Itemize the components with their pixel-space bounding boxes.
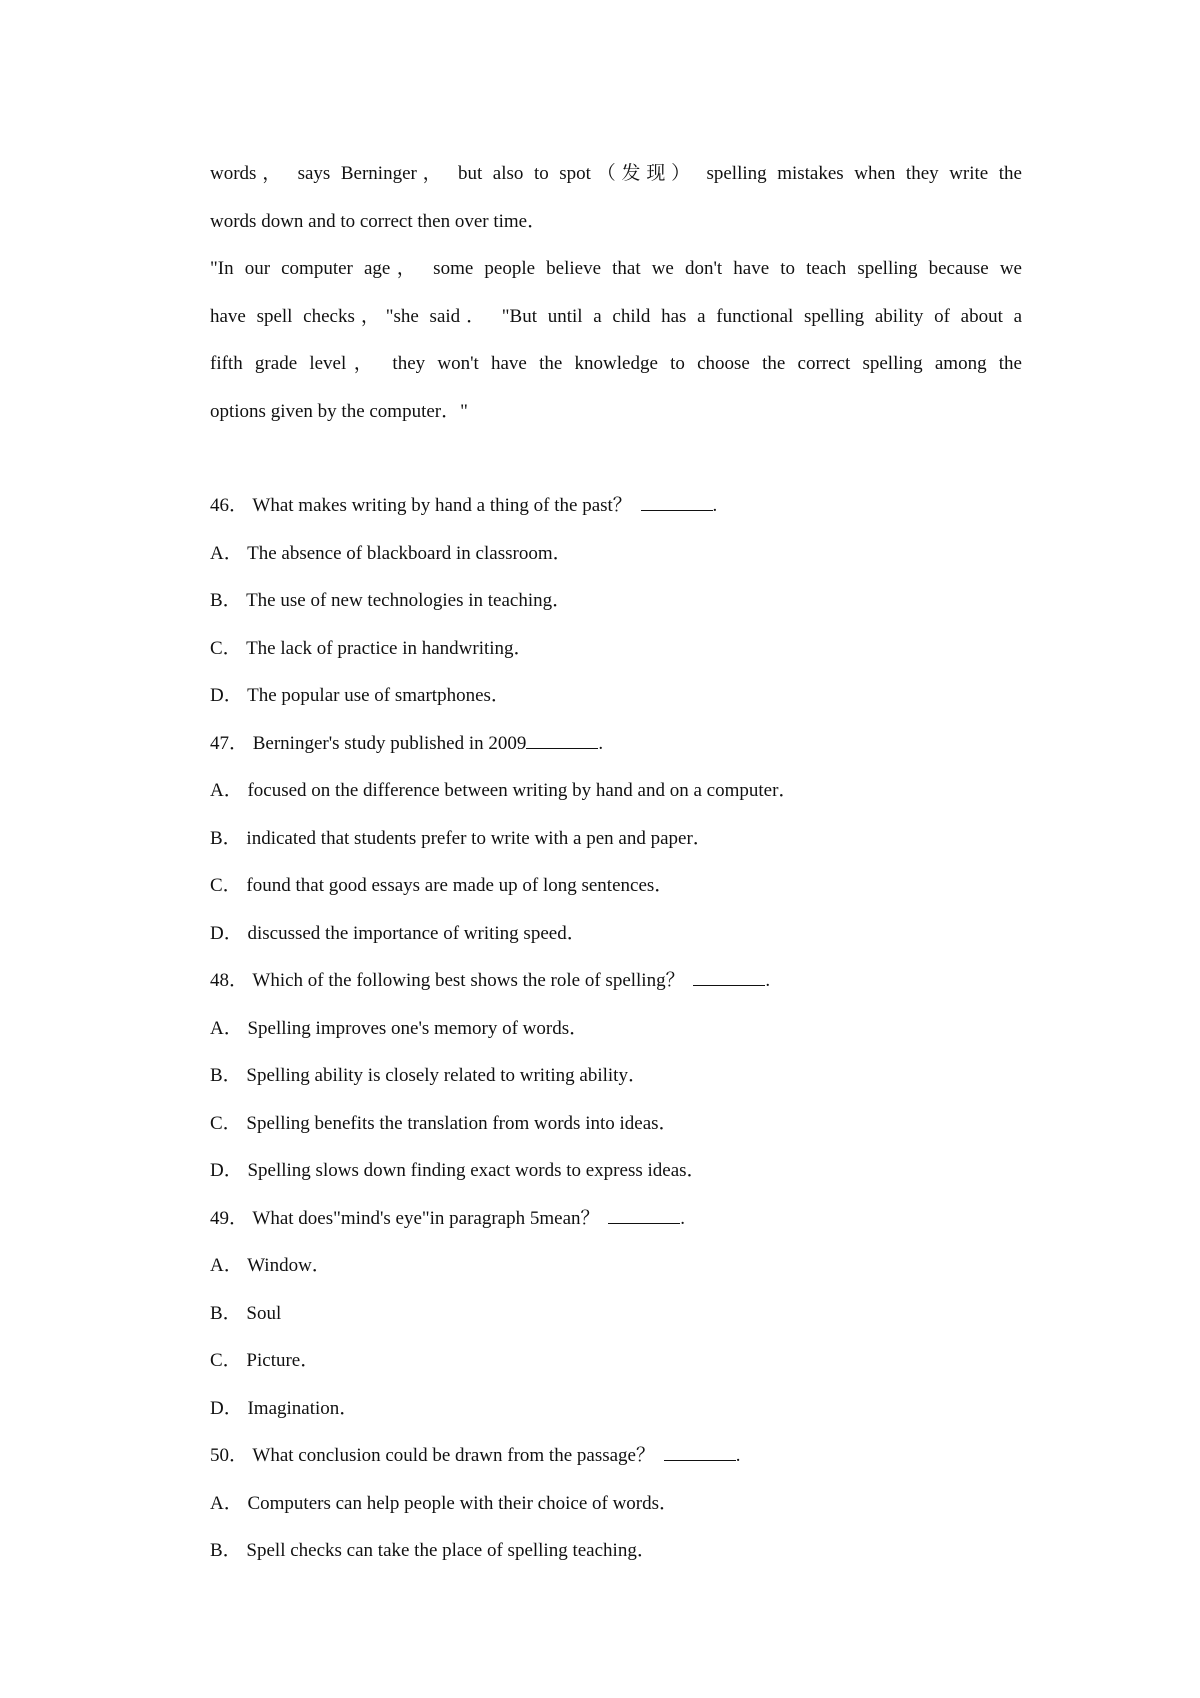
document-page	[210, 150, 1022, 1575]
option: A． The absence of blackboard in classroom．	[210, 542, 572, 564]
answer-blank	[664, 1442, 736, 1461]
passage-line: have spell checks，"she said． "But until a child has a functional spelling ability of about a	[210, 305, 1022, 327]
option: D． The popular use of smartphones．	[210, 685, 510, 706]
passage-line: options given by the computer．"	[210, 400, 468, 422]
option: B． indicated that students prefer to write with a pen and paper．	[210, 827, 712, 849]
passage-line: fifth grade level， they won't have the knowledge to choose the correct spelling among the	[210, 353, 1022, 374]
option: B． Spelling ability is closely related to writing ability．	[210, 1065, 647, 1086]
passage-paragraph	[210, 150, 1022, 435]
option: C． found that good essays are made up of long sentences．	[210, 875, 674, 896]
option: A． Window．	[210, 1255, 331, 1276]
answer-blank	[641, 492, 713, 511]
option: C． Picture．	[210, 1350, 320, 1371]
option: D． discussed the importance of writing speed．	[210, 922, 586, 944]
option: C． Spelling benefits the translation from words into ideas．	[210, 1112, 678, 1134]
question-stem: 49． What does"mind's eye"in paragraph 5mean？ .	[210, 1195, 1022, 1243]
option: A． Spelling improves one's memory of words．	[210, 1017, 589, 1039]
option: D． Imagination．	[210, 1397, 359, 1419]
option: C． The lack of practice in handwriting．	[210, 637, 533, 659]
option: B． Spell checks can take the place of spelling teaching．	[210, 1540, 656, 1561]
question-stem: 50． What conclusion could be drawn from the passage？ .	[210, 1432, 1022, 1480]
spacer	[210, 435, 1022, 482]
question-stem: 48． Which of the following best shows the role of spelling？ .	[210, 957, 1022, 1005]
option: B． The use of new technologies in teaching．	[210, 590, 572, 611]
question-stem: 47． Berninger's study published in 2009 .	[210, 720, 1022, 768]
option: D． Spelling slows down finding exact words to express ideas．	[210, 1160, 706, 1181]
answer-blank	[526, 730, 598, 749]
option: A． focused on the difference between writing by hand and on a computer．	[210, 780, 798, 801]
passage-line: "In our computer age， some people believe that we don't have to teach spelling because we	[210, 258, 1022, 279]
option: B． Soul	[210, 1302, 282, 1324]
passage-line: words down and to correct then over time．	[210, 210, 547, 232]
question-stem: 46． What makes writing by hand a thing of the past？ .	[210, 482, 1022, 530]
answer-blank	[693, 967, 765, 986]
option: A． Computers can help people with their choice of words．	[210, 1492, 679, 1514]
passage-line: words， says Berninger， but also to spot（发现） spelling mistakes when they write the	[210, 163, 1022, 184]
answer-blank	[608, 1205, 680, 1224]
